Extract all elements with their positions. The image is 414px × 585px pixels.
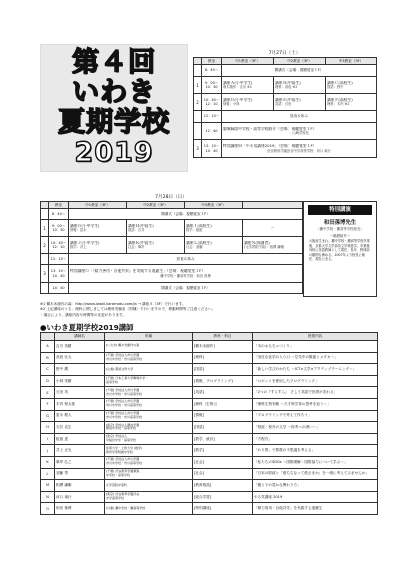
instructor-code: N: [41, 491, 55, 503]
instructor-code: I: [41, 433, 55, 445]
time-cell: 10：40〜 12：10: [202, 94, 222, 111]
instructor-subject: [理科]: [193, 352, 253, 364]
header-cell: 所属: [105, 333, 193, 341]
instructor-name: 板留 達: [55, 433, 105, 445]
time-cell: 10：40〜 12：10: [49, 237, 69, 254]
course-teacher: 理科：木内 ※2: [327, 102, 350, 107]
instructor-affiliation: [千葉] 学校法人市川学園 市川中学校・市川高等学校: [105, 410, 193, 422]
instructor-name: 富永 敬人: [55, 410, 105, 422]
instructor-name: 須藤 男: [55, 468, 105, 480]
instructor-code: F: [41, 398, 55, 410]
course-title: 講座Ｃ(高校生): [327, 80, 353, 85]
table-row: [194, 123, 377, 140]
course-title: 講座Ｎ(保護者): [244, 240, 270, 245]
event-sub: 灘中学校・灘高等学校：和田 孫博: [160, 273, 211, 278]
table-row: [41, 387, 378, 399]
instructor-content: 「プログラミングで考えて作ろう」: [253, 410, 378, 422]
instructor-name: 和田 孫博: [55, 503, 105, 515]
instructor-code: B: [41, 352, 55, 364]
course-cell: [326, 77, 377, 94]
instructor-content: 「理科生物実験 〜天才科学者の思考を追う〜」: [253, 398, 378, 410]
header-cell: 授業内容: [253, 333, 378, 341]
course-teacher: 社会：筆岸: [128, 245, 145, 250]
instructor-affiliation: [山梨] 都留文科大学: [105, 364, 193, 376]
event-cell: 開講式（会場：視聴覚室１F）: [69, 209, 303, 220]
course-title: 講座Ａ(小中学生): [223, 80, 253, 85]
course-teacher: 国語：石井: [128, 228, 145, 233]
instructor-content: 「親と子の豊かな関わり方」: [253, 480, 378, 492]
instructor-subject: [理科（生物）]: [193, 398, 253, 410]
instructor-name: 木内 保太郎: [55, 398, 105, 410]
time-cell: 12：40: [202, 123, 222, 140]
instructor-code: K: [41, 456, 55, 468]
time-cell: 9：00〜 10：30: [202, 77, 222, 94]
course-teacher: 情報：富永: [70, 228, 87, 233]
table-row: [41, 209, 303, 220]
instructor-name: 石田 茂: [55, 387, 105, 399]
period-number: 3: [194, 140, 202, 158]
table-header-row: [41, 202, 303, 209]
note-line: ※2 上記講座のうち、理科に関しましては理科実験室（別棟）で行いますので、移動時間等ご注意ください。: [40, 307, 216, 312]
event-cell: 開講式（会場：視聴覚室１F）: [222, 65, 377, 77]
instructor-content: 「校庭・校舎の文学 〜再考への誘い〜」: [253, 422, 378, 434]
course-cell: [127, 220, 185, 237]
instructor-name: 石井 克生: [55, 422, 105, 434]
course-cell: [222, 77, 274, 94]
header-cell: 教室: [49, 202, 69, 209]
course-title: 講座Ｉ(高校生): [186, 223, 212, 228]
course-title: 講座Ｆ(高校生): [327, 97, 353, 102]
table-row: [41, 491, 378, 503]
instructor-code: H: [41, 422, 55, 434]
course-title: 講座Ｊ(小中学生): [70, 240, 100, 245]
course-cell: [69, 220, 127, 237]
table-row: [41, 445, 378, 457]
header-cell: 教科・科目: [193, 333, 253, 341]
instructor-name: 野中 潤: [55, 364, 105, 376]
event-cell: [222, 123, 377, 140]
time-cell: 12：10〜: [49, 254, 69, 265]
table-row: [41, 456, 378, 468]
profile-heading: 〜略歴紹介〜: [329, 234, 351, 238]
instructor-affiliation: [千葉] 日本工業大学駒場中学・ 高等学校: [105, 375, 193, 387]
instructor-content: 「新しい学びのかたち 〜ICT×文学×アクティブラーニング〜」: [253, 364, 378, 376]
event-cell: [222, 140, 377, 158]
course-cell: [274, 94, 326, 111]
event-cell: 閉講式（会場：視聴覚室１F）: [69, 283, 303, 294]
schedule-day2-date: 7月28日（日）: [155, 195, 187, 200]
instructor-affiliation: [東京] 渋谷教育学園渋谷 中学高等学校: [105, 491, 193, 503]
course-teacher: 国語：野中: [327, 85, 344, 90]
course-cell: [222, 94, 274, 111]
instructor-content: 「ロボットを使用したプログラミング」: [253, 375, 378, 387]
table-row: [41, 364, 378, 376]
title-line-1: 第４回: [72, 47, 156, 78]
instructor-subject: [情報、プログラミング]: [193, 375, 253, 387]
table-row: [41, 422, 378, 434]
header-cell: [243, 202, 303, 209]
course-title: 講座Ｈ(中高生): [128, 223, 154, 228]
header-cell: 講師名: [55, 333, 105, 341]
course-cell: [243, 237, 303, 254]
schedule-day2-table: [40, 201, 303, 294]
instructor-affiliation: [いわき] 鵜木米創作の森: [105, 341, 193, 353]
instructor-name: 小林 茂樹: [55, 375, 105, 387]
event-cell: 昼食＆休み: [69, 254, 303, 265]
table-row: [41, 283, 303, 294]
instructor-subject: [国語]: [193, 364, 253, 376]
event-cell: [69, 265, 303, 283]
course-cell: [185, 237, 243, 254]
instructor-affiliation: [兵庫] 灘中学校・灘高等学校: [105, 503, 193, 515]
table-row: [194, 77, 377, 94]
instructor-subject: [数学]: [193, 445, 253, 457]
instructor-content: 「方程式」: [253, 433, 378, 445]
instructor-affiliation: [千葉] 学校法人市川学園 市川中学校・市川高等学校: [105, 387, 193, 399]
table-row: [41, 398, 378, 410]
instructor-content: やる気講座 2019: [253, 491, 378, 503]
instructor-code: G: [41, 410, 55, 422]
table-row: [41, 503, 378, 515]
event-sub: 渋谷教育学園渋谷中学高等学校：河口 竜行: [267, 148, 331, 153]
instructor-subject: [英語]: [193, 387, 253, 399]
header-cell: [41, 202, 49, 209]
special-lecturer-affiliation: （灘中学校・灘高等学校校長）: [316, 227, 364, 231]
table-row: [194, 140, 377, 158]
period-number: 2: [41, 237, 49, 254]
table-row: [41, 237, 303, 254]
course-teacher: 理科：高島 ※2: [275, 85, 298, 90]
table-row: [41, 375, 378, 387]
time-cell: 9：00〜 10：30: [49, 220, 69, 237]
period-number: 3: [41, 265, 49, 283]
note-line: ※1 鵜木米創作の森：http://www.iwaki.karamatu.com/ja → 講座Ａ（3F）で行います。: [40, 302, 186, 306]
course-teacher: 数学：井上: [70, 245, 87, 250]
title-line-3: 夏期学校: [58, 107, 170, 138]
instructor-content: 「2つの『すらすら』 そして英語で世界が変わる」: [253, 387, 378, 399]
time-cell: 8：40〜: [49, 209, 69, 220]
instructor-subject: [情報]: [193, 410, 253, 422]
instructor-subject: [数学、統計]: [193, 433, 253, 445]
event-title: 磐城緑陰中学校・高等学校紹介（会場：視聴覚室１F）: [223, 126, 317, 131]
instructor-name: 相澤 謙剛: [55, 480, 105, 492]
instructor-subject: [鵜木米創作]: [193, 341, 253, 353]
instructors-section: [40, 332, 377, 515]
special-lecturer-name: 和田孫博先生: [323, 220, 357, 226]
table-row: [194, 65, 377, 77]
instructor-code: C: [41, 364, 55, 376]
course-teacher: 英語：石田: [275, 102, 292, 107]
table-row: [41, 433, 378, 445]
course-title: 講座Ｇ(小中学生): [70, 223, 100, 228]
instructor-code: A: [41, 341, 55, 353]
instructor-subject: [特別講座]: [193, 503, 253, 515]
course-cell: [69, 237, 127, 254]
table-header-row: [194, 58, 377, 65]
instructor-affiliation: 佐賀大学・上智大学 (数学) 教育学部附属中学校: [105, 445, 193, 457]
instructor-subject: [国語]: [193, 422, 253, 434]
schedule-day1-date: 7月27日（土）: [268, 51, 301, 56]
course-teacher: 情報：小林: [223, 102, 240, 107]
instructor-code: E: [41, 387, 55, 399]
table-header-row: [41, 333, 378, 341]
instructors-heading: ●いわき夏期学校2019講師: [40, 323, 134, 332]
instructor-code: L: [41, 468, 55, 480]
header-cell: 中1教室（3F）: [69, 202, 127, 209]
course-cell: [185, 220, 243, 237]
header-cell: [194, 58, 202, 65]
course-title: 講座Ｅ(中高生): [275, 97, 301, 102]
table-row: [41, 341, 378, 353]
course-teacher: 歳木随作：吉川 ※1: [223, 85, 252, 90]
header-cell: 中2教室（3F）: [127, 202, 185, 209]
instructor-content: 「日本の財政と「借ちちなって借さまか」を一緒に考えてみませんか」: [253, 468, 378, 480]
instructor-affiliation: [東京] 学校法人開成学園 開成中学校・高等学校: [105, 422, 193, 434]
schedule-day1: [193, 50, 376, 158]
notes: [40, 302, 377, 318]
table-row: [41, 352, 378, 364]
course-title: 講座Ｂ(中高生): [275, 80, 301, 85]
instructor-subject: [総合学習]: [193, 491, 253, 503]
table-row: [41, 468, 378, 480]
course-teacher: 社会：須藤: [186, 245, 203, 250]
instructor-affiliation: [千葉] 学校法人市川学園 市川中学校・市川高等学校: [105, 398, 193, 410]
instructor-name: 筆岸 弘之: [55, 456, 105, 468]
period-number: 2: [194, 94, 202, 111]
time-cell: 12：10〜: [202, 111, 222, 123]
instructor-code: D: [41, 375, 55, 387]
special-lecture-box: [303, 201, 377, 297]
instructor-subject: [社会]: [193, 468, 253, 480]
header-cell: 中3教室（3F）: [185, 202, 243, 209]
course-teacher: 数学：板留: [186, 228, 203, 233]
header-cell: [41, 333, 55, 341]
course-teacher: (元学習院中高)：相澤 謙剛: [244, 245, 284, 250]
table-row: [41, 410, 378, 422]
table-row: [194, 94, 377, 111]
title-line-2: いわき: [72, 77, 156, 108]
period-number: 1: [194, 77, 202, 94]
instructor-subject: [教育相談]: [193, 480, 253, 492]
course-cell: [243, 220, 303, 237]
special-lecture-title: 特別講演: [308, 205, 372, 215]
event-sub: ：山崎学校長: [289, 131, 309, 136]
note-line: ・場合により、講座内容や時間等の変更があります。: [40, 312, 126, 317]
instructor-content: 「わり算」で算数の不思議を考える」: [253, 445, 378, 457]
title-block: [40, 44, 188, 172]
instructors-table: [40, 332, 378, 515]
course-cell: [274, 77, 326, 94]
time-cell: 8：40〜: [202, 65, 222, 77]
course-title: 講座Ｋ(中高生): [128, 240, 154, 245]
instructor-code: M: [41, 480, 55, 492]
period-number: 1: [41, 220, 49, 237]
instructor-code: J: [41, 445, 55, 457]
course-title: 講座Ｄ(小中学生): [223, 97, 253, 102]
table-row: [41, 254, 303, 265]
table-row: [41, 220, 303, 237]
instructor-subject: [社会]: [193, 456, 253, 468]
event-cell: 昼食＆休み: [222, 111, 377, 123]
instructor-content: 「私たちのSDGs 〜国際理解・国際協力について学ぶ〜」: [253, 456, 378, 468]
event-title: 特別講座Ｍ「やる気講座2019」（会場：視聴覚室１F）: [223, 144, 317, 149]
event-title: 特別講座Ｏ「『精力善用・自他共栄』を実践する道灌生」（会場：視聴覚室１F）: [70, 269, 206, 274]
course-cell: [326, 94, 377, 111]
schedule-day1-table: [193, 57, 377, 158]
course-empty: ー: [270, 225, 275, 230]
table-row: [41, 480, 378, 492]
instructor-content: 「精力善用・自他共栄」を実践する道灌生: [253, 503, 378, 515]
instructor-content: 「身近な化学の入り口 〜空気中の酸素とメダカ〜」: [253, 352, 378, 364]
course-cell: [127, 237, 185, 254]
time-cell: 14：40: [49, 283, 69, 294]
title-line-4: 2019: [74, 137, 154, 168]
instructor-code: O: [41, 503, 55, 515]
instructor-name: 高島 壮大: [55, 352, 105, 364]
instructor-affiliation: [千葉] 学校法人市川学園 市川中学校・市川高等学校: [105, 456, 193, 468]
instructor-affiliation: [千葉] 学校法人市川学園 市川中学校・市川高等学校: [105, 352, 193, 364]
instructor-affiliation: [東京] 学校法人 早稲田中学・高等学校: [105, 433, 193, 445]
instructor-name: 井上 正允: [55, 445, 105, 457]
header-cell: 中2教室（3F）: [274, 58, 326, 65]
time-cell: 13：10〜 14：40: [202, 140, 222, 158]
instructor-name: 河口 竜行: [55, 491, 105, 503]
instructor-name: 吉川 英樹: [55, 341, 105, 353]
header-cell: 教室: [202, 58, 222, 65]
course-title: 講座Ｌ(高校生): [186, 240, 212, 245]
profile-text: 大阪府生まれ。灘中学校・灘高等学校卒業後、京都大学文学部英文学科進学。卒業後母校に英語教師として着任、長年、野球部の顧問も務める。2007年より校長に就任、現在に至る。: [309, 239, 370, 262]
instructor-affiliation: [千葉] 渋谷教育学園幕張 中学校・高等学校: [105, 468, 193, 480]
table-row: [194, 111, 377, 123]
time-cell: 13：10〜 14：40: [49, 265, 69, 283]
header-cell: 中1教室（3F）: [222, 58, 274, 65]
header-cell: 中3教室（3F）: [326, 58, 377, 65]
instructor-affiliation: 元学習院中等科: [105, 480, 193, 492]
instructor-content: 「木のおもちゃづくり」: [253, 341, 378, 353]
table-row: [41, 265, 303, 283]
